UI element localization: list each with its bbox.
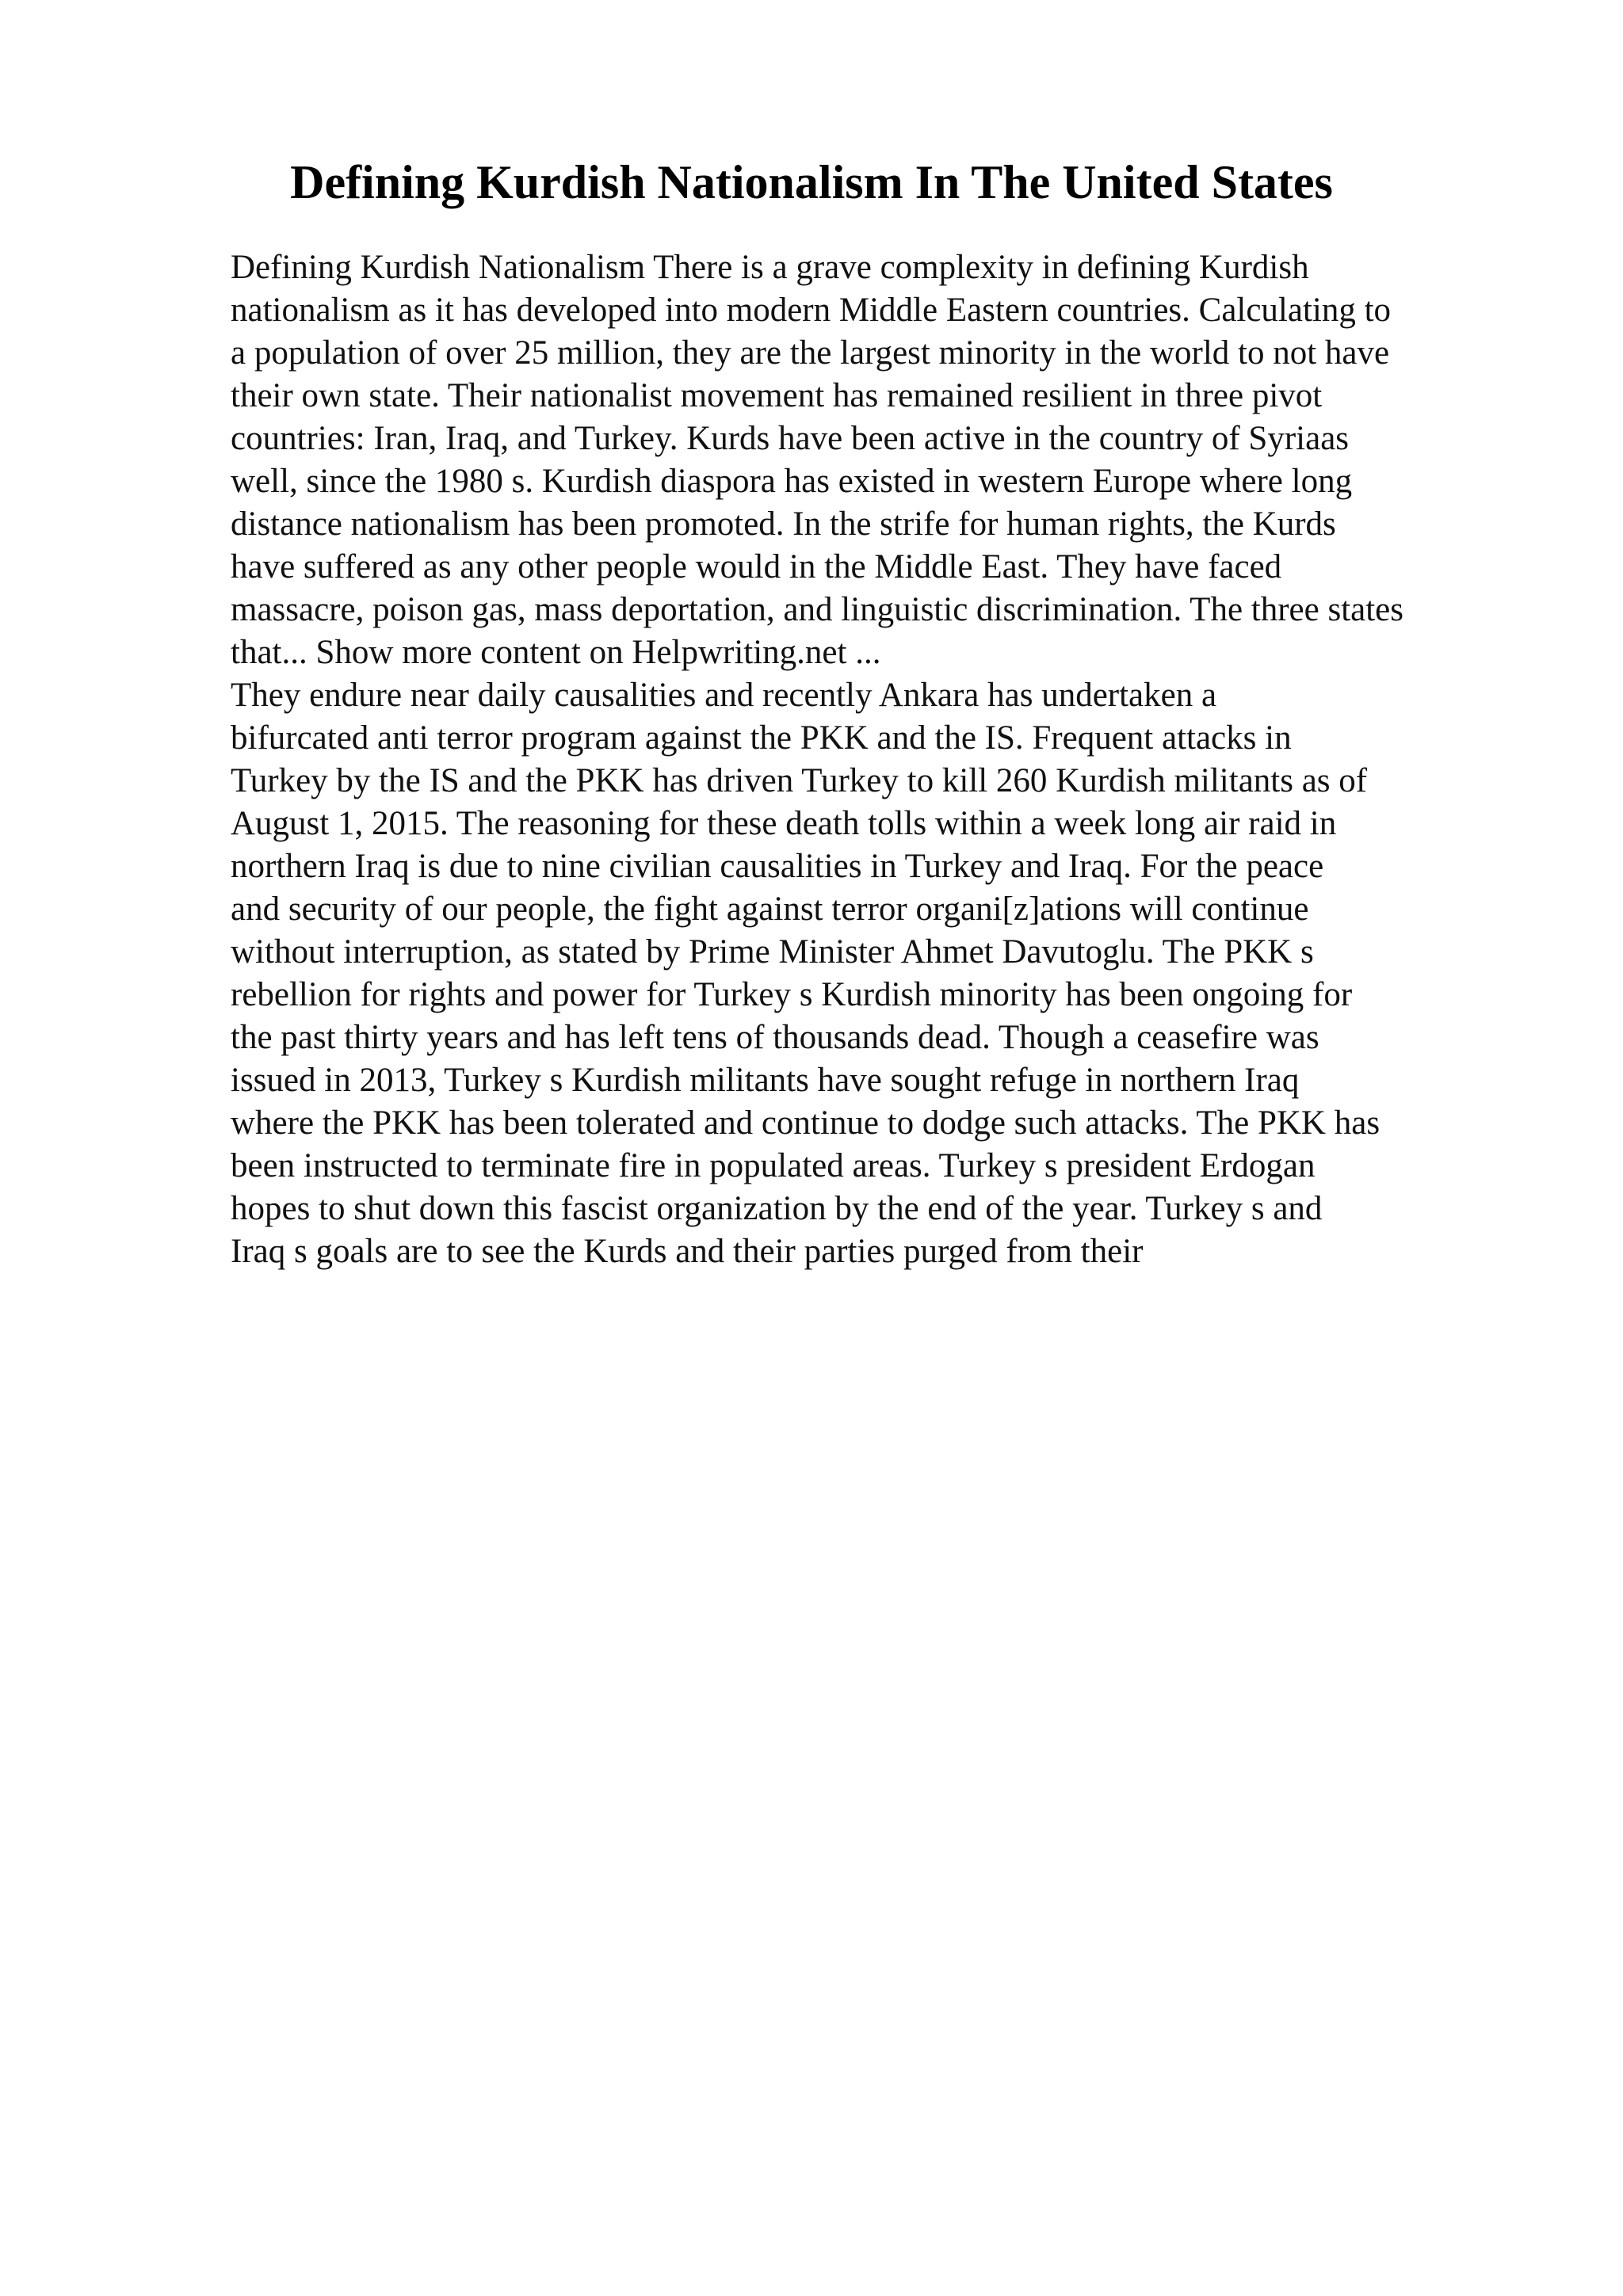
body-line: without interruption, as stated by Prime Minister Ahmet Davutoglu. The PKK s bbox=[231, 933, 1314, 971]
body-line: the past thirty years and has left tens of thousands dead. Though a ceasefire was bbox=[231, 1019, 1319, 1056]
body-line: bifurcated anti terror program against the PKK and the IS. Frequent attacks in bbox=[231, 719, 1292, 757]
body-line: Iraq s goals are to see the Kurds and their parties purged from their bbox=[231, 1233, 1144, 1270]
body-line: issued in 2013, Turkey s Kurdish militants have sought refuge in northern Iraq bbox=[231, 1062, 1300, 1099]
body-line: countries: Iran, Iraq, and Turkey. Kurds have been active in the country of Syriaas bbox=[231, 420, 1350, 457]
document-body bbox=[231, 246, 1514, 1273]
body-line: Defining Kurdish Nationalism There is a grave complexity in defining Kurdish bbox=[231, 249, 1309, 286]
body-line: well, since the 1980 s. Kurdish diaspora has existed in western Europe where long bbox=[231, 463, 1353, 500]
document-title: Defining Kurdish Nationalism In The United States bbox=[290, 156, 1333, 208]
body-line: August 1, 2015. The reasoning for these death tolls within a week long air raid in bbox=[231, 805, 1337, 842]
body-line: They endure near daily causalities and recently Ankara has undertaken a bbox=[231, 677, 1217, 714]
body-line: hopes to shut down this fascist organization by the end of the year. Turkey s and bbox=[231, 1190, 1323, 1227]
body-line: that... Show more content on Helpwriting.net ... bbox=[231, 634, 881, 671]
body-line: massacre, poison gas, mass deportation, and linguistic discrimination. The three states bbox=[231, 591, 1403, 628]
body-line: and security of our people, the fight against terror organi[z]ations will continue bbox=[231, 891, 1309, 928]
body-line: Turkey by the IS and the PKK has driven Turkey to kill 260 Kurdish militants as of bbox=[231, 762, 1368, 799]
body-line: their own state. Their nationalist movement has remained resilient in three pivot bbox=[231, 377, 1323, 414]
body-line: rebellion for rights and power for Turkey s Kurdish minority has been ongoing for bbox=[231, 976, 1353, 1013]
body-line: northern Iraq is due to nine civilian causalities in Turkey and Iraq. For the peace bbox=[231, 848, 1324, 885]
body-line: nationalism as it has developed into modern Middle Eastern countries. Calculating to bbox=[231, 292, 1392, 329]
body-line: where the PKK has been tolerated and continue to dodge such attacks. The PKK has bbox=[231, 1104, 1381, 1142]
body-line: been instructed to terminate fire in populated areas. Turkey s president Erdogan bbox=[231, 1147, 1316, 1184]
body-line: a population of over 25 million, they are the largest minority in the world to not have bbox=[231, 334, 1390, 372]
body-line: distance nationalism has been promoted. In the strife for human rights, the Kurds bbox=[231, 505, 1336, 543]
body-line: have suffered as any other people would in the Middle East. They have faced bbox=[231, 548, 1282, 585]
